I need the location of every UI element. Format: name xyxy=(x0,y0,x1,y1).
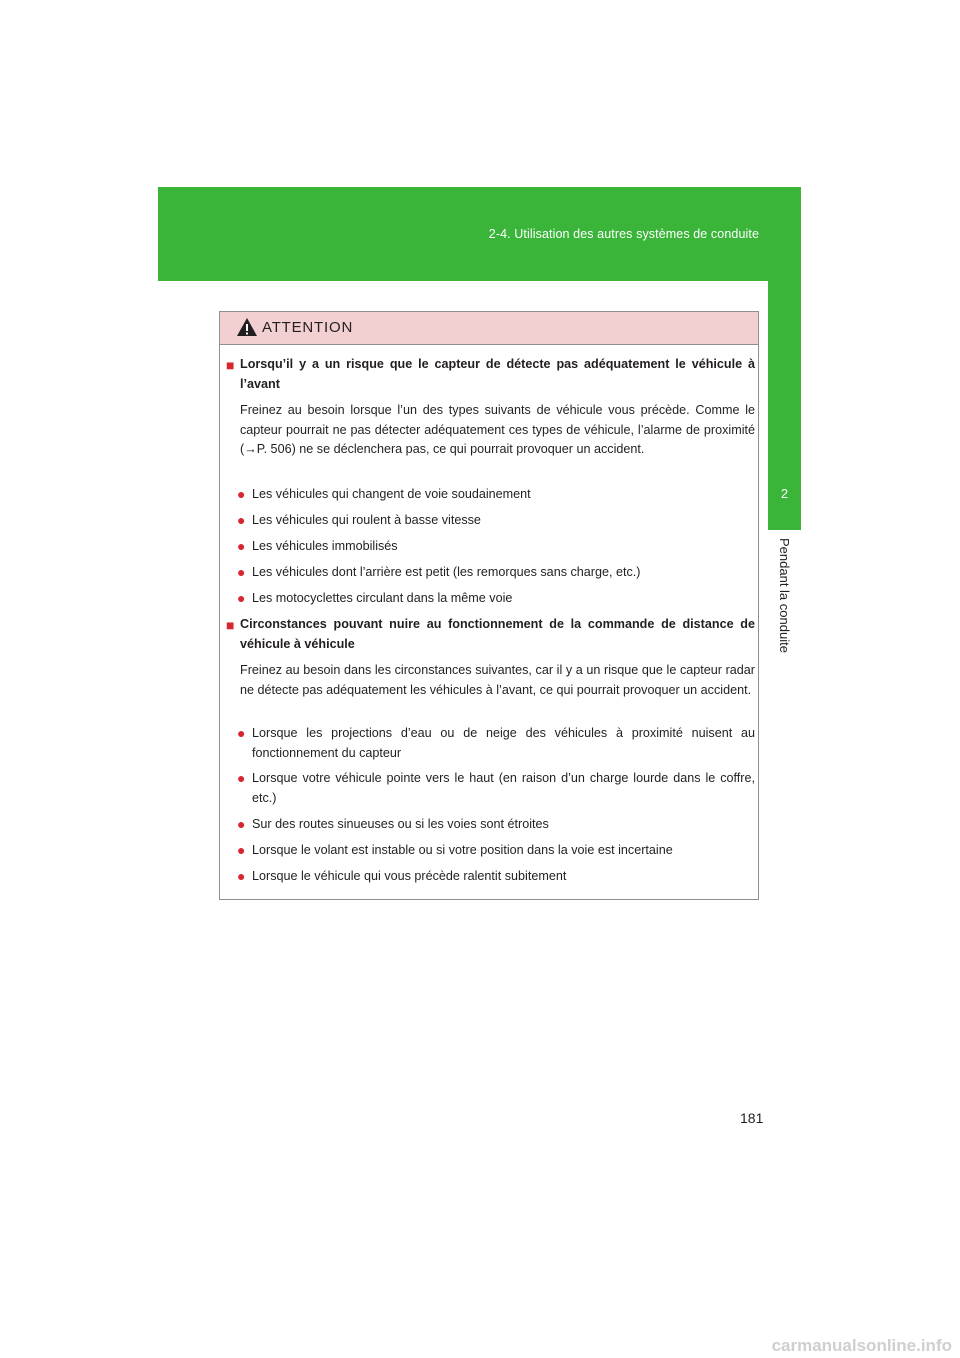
warning-header xyxy=(220,312,758,345)
list-item xyxy=(237,485,755,505)
list-item xyxy=(237,867,755,887)
list-item xyxy=(237,511,755,531)
site-watermark: carmanualsonline.info xyxy=(771,1336,952,1355)
list-item-text: Les véhicules qui roulent à basse vitesse xyxy=(252,513,481,527)
list-item xyxy=(237,769,755,808)
list-item-text: Lorsque le véhicule qui vous précède ralentit subitement xyxy=(252,869,567,883)
bullet-dot-icon: ● xyxy=(237,590,246,606)
bullet-dot-icon: ● xyxy=(237,725,246,741)
section-heading-text: Lorsqu’il y a un risque que le capteur de détecte pas adéquatement le véhicule à l’avant xyxy=(240,357,755,391)
list-item-text: Les véhicules dont l’arrière est petit (les remorques sans charge, etc.) xyxy=(252,565,641,579)
chapter-header-band xyxy=(158,187,801,281)
section-square-icon: ■ xyxy=(226,617,235,633)
section-heading xyxy=(226,355,755,394)
bullet-dot-icon: ● xyxy=(237,816,246,832)
bullet-dot-icon: ● xyxy=(237,564,246,580)
section-heading-text: Circonstances pouvant nuire au fonctionnement de la commande de distance de véhicule à véhicule xyxy=(240,617,755,651)
bullet-dot-icon: ● xyxy=(237,868,246,884)
list-item xyxy=(237,724,755,763)
chapter-number: 2 xyxy=(780,486,789,501)
list-item-text: Lorsque le volant est instable ou si votre position dans la voie est incertaine xyxy=(252,843,673,857)
section-paragraph: Freinez au besoin dans les circonstances suivantes, car il y a un risque que le capteur radar ne détecte pas adéquatement les véhicules à l’avant, ce qui pourrait provoquer un accident. xyxy=(240,663,755,697)
chapter-label: Pendant la conduite xyxy=(777,538,792,653)
bullet-dot-icon: ● xyxy=(237,770,246,786)
list-item xyxy=(237,537,755,557)
warning-box xyxy=(219,311,759,900)
list-item xyxy=(237,841,755,861)
page-number: 181 xyxy=(740,1110,764,1126)
list-item-text: Lorsque les projections d’eau ou de neige des véhicules à proximité nuisent au fonctionnement du capteur xyxy=(252,726,755,760)
list-item-text: Lorsque votre véhicule pointe vers le haut (en raison d’un charge lourde dans le coffre, etc.) xyxy=(252,771,755,805)
list-item xyxy=(237,815,755,835)
bullet-dot-icon: ● xyxy=(237,486,246,502)
list-item xyxy=(237,589,755,609)
bullet-dot-icon: ● xyxy=(237,842,246,858)
chapter-label-container xyxy=(768,530,801,680)
section-heading xyxy=(226,615,755,654)
list-item xyxy=(237,563,755,583)
warning-title: ATTENTION xyxy=(262,319,354,336)
section-title-header: 2-4. Utilisation des autres systèmes de conduite xyxy=(488,227,759,241)
list-item-text: Sur des routes sinueuses ou si les voies sont étroites xyxy=(252,817,549,831)
list-item-text: Les véhicules immobilisés xyxy=(252,539,398,553)
chapter-tab xyxy=(768,281,801,530)
bullet-dot-icon: ● xyxy=(237,512,246,528)
bullet-dot-icon: ● xyxy=(237,538,246,554)
list-item-text: Les véhicules qui changent de voie soudainement xyxy=(252,487,531,501)
section-paragraph: Freinez au besoin lorsque l’un des types suivants de véhicule vous précède. Comme le capteur pourrait ne pas détecter adéquatement ces types de véhicule, l’alarme de proximité (→P. 506) ne se déclenchera pas, ce qui pourrait provoquer un accident. xyxy=(240,403,755,456)
section-square-icon: ■ xyxy=(226,357,235,373)
list-item-text: Les motocyclettes circulant dans la même voie xyxy=(252,591,513,605)
warning-triangle-icon xyxy=(236,317,258,337)
